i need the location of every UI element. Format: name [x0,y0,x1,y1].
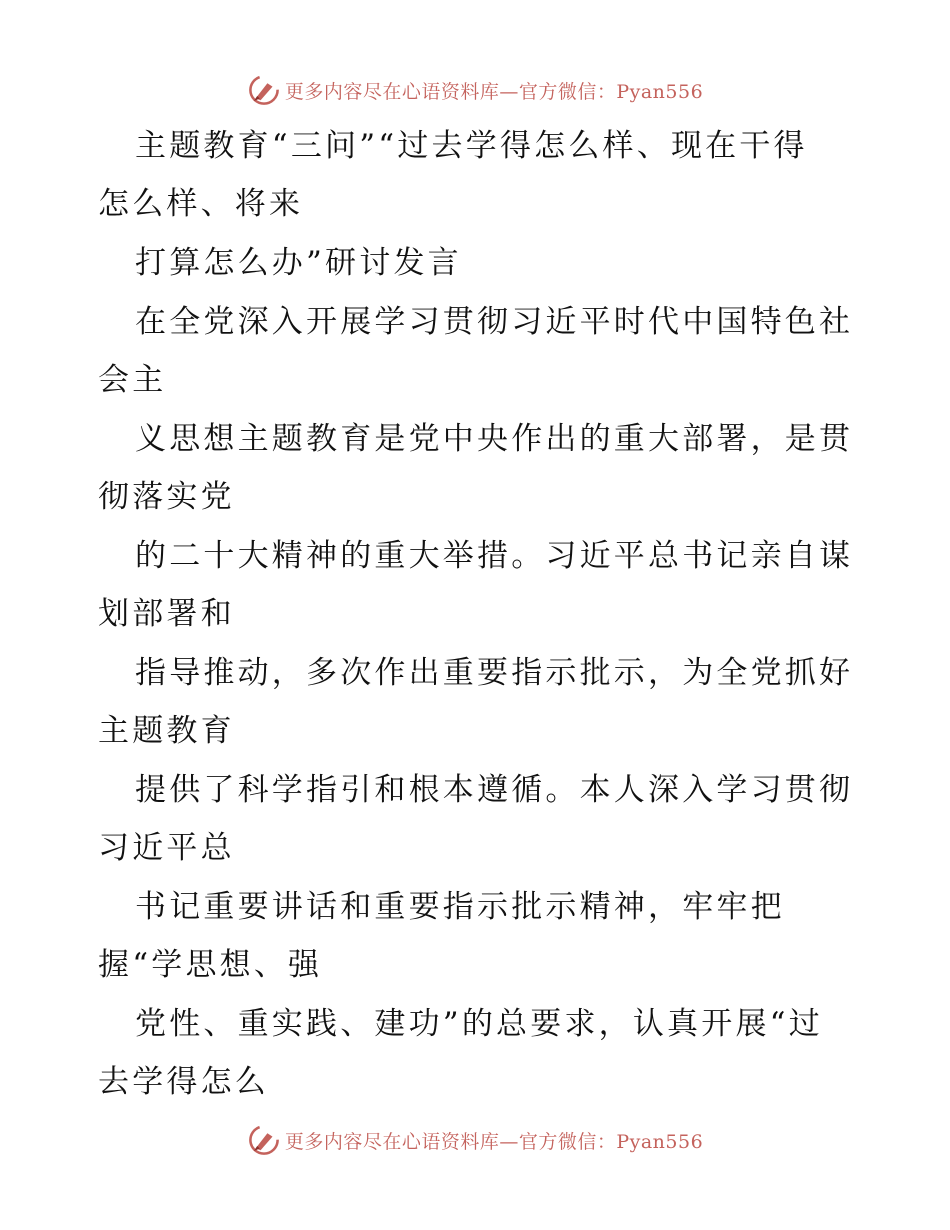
paragraph-line: 义思想主题教育是党中央作出的重大部署，是贯 [135,421,854,457]
title-line: 怎么样、将来 [98,186,304,222]
paragraph-line: 握“学思想、强 [98,947,323,983]
paragraph-line: 的二十大精神的重大举措。习近平总书记亲自谋 [135,538,854,574]
pen-nib-logo-icon [247,73,281,107]
footer-banner-text: 更多内容尽在心语资料库—官方微信：Pyan556 [284,1130,704,1153]
paragraph-line: 划部署和 [98,596,235,632]
paragraph-line: 去学得怎么 [98,1064,269,1100]
paragraph-line: 习近平总 [98,830,235,866]
title-line: 主题教育“三问”“过去学得怎么样、现在干得 [135,128,808,164]
paragraph-line: 彻落实党 [98,479,235,515]
header-banner-text: 更多内容尽在心语资料库—官方微信：Pyan556 [284,80,704,103]
paragraph-line: 在全党深入开展学习贯彻习近平时代中国特色社 [135,304,854,340]
paragraph-line: 指导推动，多次作出重要指示批示，为全党抓好 [135,655,854,691]
footer-banner [0,1120,950,1160]
pen-nib-logo-icon [247,1123,281,1157]
paragraph-line: 书记重要讲话和重要指示批示精神，牢牢把 [135,889,785,925]
paragraph-line: 提供了科学指引和根本遵循。本人深入学习贯彻 [135,772,854,808]
paragraph-line: 党性、重实践、建功”的总要求，认真开展“过 [135,1006,823,1042]
paragraph-line: 主题教育 [98,713,235,749]
paragraph-line: 会主 [98,362,167,398]
title-line: 打算怎么办”研讨发言 [135,245,462,281]
header-banner [0,70,950,110]
